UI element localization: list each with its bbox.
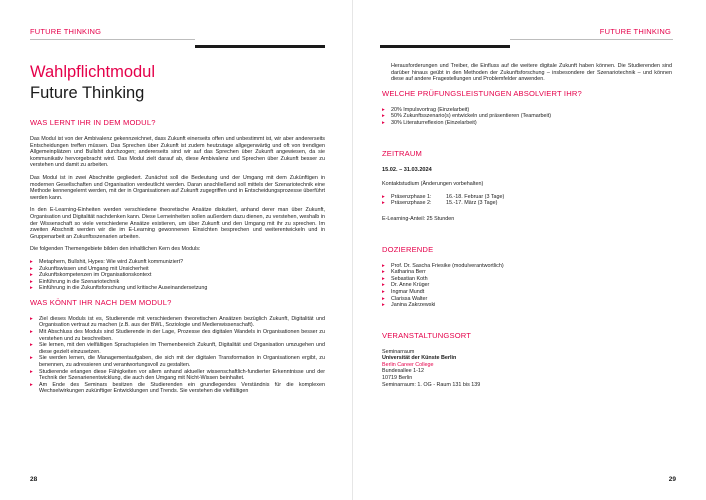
phase-list	[382, 194, 672, 207]
section-heading-dozierende: DOZIERENDE	[382, 244, 434, 254]
list-item: ▸ Janina Zakrzewski	[382, 302, 672, 309]
lecturer-list	[382, 263, 672, 309]
list-item: ▸ Katharina Berr	[382, 269, 672, 276]
paragraph: Die folgenden Themengebiete bilden den inhaltlichen Kern des Moduls:	[30, 246, 201, 253]
outcome-list	[30, 316, 325, 395]
venue-university: Universität der Künste Berlin	[382, 355, 457, 362]
list-item: ▸ Mit Abschluss des Moduls sind Studierende in der Lage, Prozesse des digitalen Wandels in Organisationen besser zu verstehen und zu beschreiben.	[30, 329, 325, 342]
phase-label: Präsenzphase 1:	[391, 193, 432, 200]
running-header: FUTURE THINKING	[30, 27, 102, 36]
section-heading-outcomes: WAS KÖNNT IHR NACH DEM MODUL?	[30, 297, 172, 307]
continuation-text: Herausforderungen und Treiber, die Einfluss auf die weitere digitale Zukunft haben können. Die Studierenden sind darüber hinaus geübt in den Methoden der Zukunftsforschung – insbesondere der Szenariotechnik – und können diese auf andere Fragestellungen und Problemfelder anwenden.	[391, 63, 672, 83]
list-item: ▸ 20% Impulsvortrag (Einzelarbeit)	[382, 107, 672, 114]
list-item: ▸ Einführung in die Zukunftsforschung und kritische Auseinandersetzung	[30, 285, 325, 292]
section-heading-venue: VERANSTALTUNGSORT	[382, 330, 472, 340]
list-item: ▸ Dr. Anne Krüger	[382, 282, 672, 289]
phase-value: 16.-18. Februar (3 Tage)	[446, 193, 505, 200]
right-page	[353, 0, 706, 500]
page-number: 28	[30, 476, 38, 483]
list-item: ▸ Ingmar Mundt	[382, 289, 672, 296]
venue-city: 10719 Berlin	[382, 375, 413, 382]
topic-list	[30, 259, 325, 292]
venue-street: Bundesallee 1-12	[382, 368, 424, 375]
list-item: ▸ Sie lernen, mit den vielfältigen Sprachspielen im Themenbereich Zukunft, Digitalität und Organisation umzugehen und diese gezielt einzusetzen.	[30, 342, 325, 355]
continuation-list	[382, 63, 672, 83]
list-item: ▸ Clarissa Walter	[382, 296, 672, 303]
list-item: ▸ Metaphern, Bullshit, Hypes: Wie wird Zukunft kommuniziert?	[30, 259, 325, 266]
list-item: ▸ Studierende erlangen diese Fähigkeiten vor allem anhand aktueller wissenschaftlich-fundierter Erkenntnisse und der Technik der Szenarienentwicklung, die auch den Umgang mit Nicht-Wissen beinhaltet.	[30, 369, 325, 382]
list-item: ▸ 50% Zukunftsszenario(s) entwickeln und präsentieren (Teamarbeit)	[382, 113, 672, 120]
section-heading-zeitraum: ZEITRAUM	[382, 148, 423, 158]
list-item	[382, 194, 672, 201]
paragraph: Das Modul ist von der Ambivalenz gekennzeichnet, dass Zukunft einerseits offen und unbestimmt ist, wir aber andererseits Entscheidungen treffen müssen. Das Sprechen über Zukunft ist zudem heutzutage allgegenwärtig und oft von trendigen Allgemeinplätzen und Bullshit durchzogen; andererseits sind wir auf das Sprechen über Zukunft angewiesen, da sie kommunikativ hervorgebracht wird. Das Modul zielt darauf ab, diese Ambivalenz und Sprechen über Zukunft besser zu verstehen und damit zu arbeiten.	[30, 136, 325, 169]
elearning-note: E-Learning-Anteil: 25 Stunden	[382, 215, 455, 222]
running-header: FUTURE THINKING	[599, 27, 671, 36]
header-thick-rule	[195, 45, 325, 48]
list-item: ▸ Ziel dieses Moduls ist es, Studierende mit verschiedenen theoretischen Ansätzen bezüglich Zukunft, Digitalität und Organisation vertraut zu machen (z.B. aus der BWL, Soziologie und Medienwissenschaft).	[30, 316, 325, 329]
list-item: ▸ Prof. Dr. Sascha Friesike (modulverantwortlich)	[382, 263, 672, 270]
list-item: ▸ Zukunftswissen und Umgang mit Unsicherheit	[30, 266, 325, 273]
venue-address	[382, 349, 672, 389]
phase-label: Präsenzphase 2:	[391, 200, 432, 207]
header-thin-rule	[510, 39, 673, 40]
date-range: 15.02. – 31.03.2024	[382, 166, 432, 173]
list-item: ▸ Sebastian Koth	[382, 276, 672, 283]
phase-value: 15.-17. März (3 Tage)	[446, 200, 498, 207]
exam-list	[382, 107, 672, 127]
section-heading-learn: WAS LERNT IHR IN DEM MODUL?	[30, 118, 156, 127]
venue-line: Seminarraum	[382, 348, 415, 355]
paragraph: Das Modul ist in zwei Abschnitte gegliedert. Zunächst soll die Bedeutung und der Umgang mit dem Zukünftigen in modernen Gesellschaften und Organisation verdeutlicht werden. Daran anschließend soll mittels der Szenariotechnik eine Methode kennengelernt werden, mit der in Organisationen auf Zukunft zugegriffen und in Entscheidungsprozesse überführt werden kann.	[30, 174, 325, 201]
list-item: ▸ Einführung in die Szenariotechnik	[30, 279, 325, 286]
list-item: ▸ Am Ende des Seminars besitzen die Studierenden ein grundlegendes Verständnis für die komplexen Wechselwirkungen zukünftiger Entwicklungen und Trends. Sie verstehen die vielfältigen	[30, 382, 325, 395]
page-title	[30, 62, 155, 104]
list-item: ▸ Zukunftskompetenzen im Organisationskontext	[30, 272, 325, 279]
list-item: ▸ Sie werden lernen, die Managementaufgaben, die sich mit der digitalen Transformation in Organisationen ergibt, zu benennen, zu adressieren und verantwortungsvoll zu gestalten.	[30, 355, 325, 368]
list-item	[382, 200, 672, 207]
title-line-2: Future Thinking	[30, 84, 145, 102]
page-number: 29	[668, 476, 676, 483]
venue-college: Berlin Career College	[382, 361, 434, 368]
contact-note: Kontaktstudium (Änderungen vorbehalten)	[382, 181, 484, 188]
venue-room: Seminarraum: 1. OG - Raum 131 bis 139	[382, 381, 481, 388]
right-content	[382, 63, 672, 388]
left-content	[30, 118, 325, 401]
section-heading-exams: WELCHE PRÜFUNGSLEISTUNGEN ABSOLVIERT IHR?	[382, 88, 582, 98]
header-thin-rule	[30, 39, 195, 40]
title-line-1: Wahlpflichtmodul	[30, 63, 156, 81]
paragraph: In den E-Learning-Einheiten werden verschiedene theoretische Ansätze diskutiert, anhand derer man über Zukunft, Organisation und Digitalität nachdenken kann. Diese Lerneinheiten sollen außerdem dazu dienen, zu verstehen, weshalb in der Wissenschaft so viele verschiedene Ansätze existieren, um über Zukunft und den Umgang mit ihr zu sprechen. Im zweiten Abschnitt werden wir die im E-Learning gewonnenen Einsichten besprechen und weiterentwickeln und in Gruppenarbeit an Zukunftsszenarien arbeiten.	[30, 207, 325, 240]
header-thick-rule	[380, 45, 510, 48]
list-item: ▸ 30% Literaturreflexion (Einzelarbeit)	[382, 120, 672, 127]
